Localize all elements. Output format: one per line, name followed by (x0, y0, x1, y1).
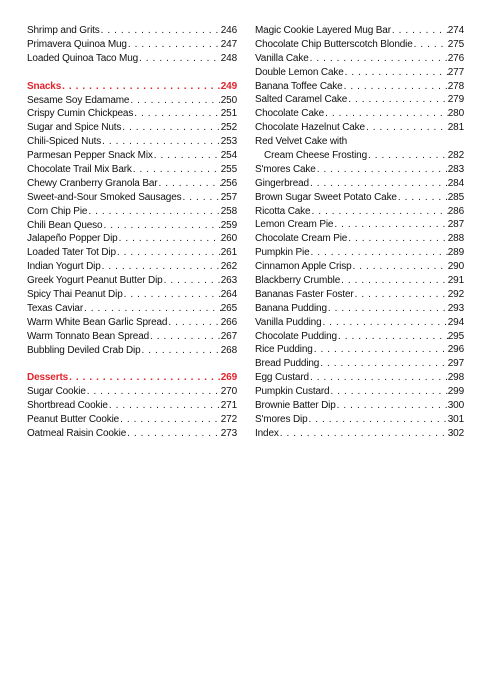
toc-entry[interactable] (255, 191, 464, 205)
entry-title: Indian Yogurt Dip (27, 261, 101, 273)
dot-leader (127, 38, 221, 52)
toc-entry[interactable] (27, 232, 237, 246)
dot-leader (121, 121, 220, 135)
dot-leader (141, 344, 221, 358)
entry-title: Rice Pudding (255, 344, 313, 356)
entry-page-number: 248 (220, 52, 237, 64)
dot-leader (354, 288, 448, 302)
toc-entry[interactable] (255, 357, 464, 371)
dot-leader (116, 246, 221, 260)
toc-entry[interactable] (255, 177, 464, 191)
dot-leader (101, 135, 221, 149)
entry-page-number: 264 (220, 289, 237, 301)
dot-leader (309, 177, 448, 191)
toc-entry[interactable] (255, 38, 464, 52)
toc-entry[interactable] (27, 205, 237, 219)
entry-title: Parmesan Pepper Snack Mix (27, 150, 153, 162)
entry-title: Chili Bean Queso (27, 219, 103, 231)
entry-title: Lemon Cream Pie (255, 219, 334, 231)
dot-leader (347, 93, 448, 107)
entry-title: Pumpkin Custard (255, 386, 330, 398)
toc-entry[interactable] (255, 302, 464, 316)
toc-entry[interactable] (255, 218, 464, 232)
toc-entry[interactable] (27, 38, 237, 52)
entry-title: Oatmeal Raisin Cookie (27, 428, 127, 440)
entry-title: Pumpkin Pie (255, 247, 310, 259)
dot-leader (129, 94, 220, 108)
entry-page-number: 290 (447, 261, 464, 273)
toc-entry[interactable] (255, 371, 464, 385)
toc-column-right (255, 24, 464, 441)
toc-entry[interactable] (255, 205, 464, 219)
entry-title: Chocolate Pudding (255, 330, 337, 342)
entry-page-number: 258 (220, 205, 237, 217)
dot-leader (86, 385, 221, 399)
entry-page-number: 251 (220, 108, 237, 120)
entry-title: Peanut Butter Cookie (27, 414, 120, 426)
entry-title: Chocolate Chip Butterscotch Blondie (255, 38, 413, 50)
toc-entry[interactable] (27, 316, 237, 330)
dot-leader (157, 177, 220, 191)
dot-leader (337, 330, 448, 344)
dot-leader (181, 191, 220, 205)
entry-page-number: 266 (220, 316, 237, 328)
entry-title: Desserts (27, 372, 69, 384)
toc-entry[interactable] (255, 149, 464, 163)
dot-leader (324, 107, 448, 121)
entry-title: Jalapeño Popper Dip (27, 233, 118, 245)
entry-title: Chocolate Cream Pie (255, 233, 348, 245)
entry-title: Spicy Thai Peanut Dip (27, 289, 123, 301)
toc-entry[interactable] (255, 107, 464, 121)
entry-title: S'mores Dip (255, 413, 308, 425)
dot-leader (101, 260, 221, 274)
toc-entry[interactable] (255, 52, 464, 66)
toc-section-heading[interactable] (27, 80, 237, 94)
entry-title: Sugar and Spice Nuts (27, 122, 122, 134)
entry-title: Blackberry Crumble (255, 275, 341, 287)
toc-entry[interactable] (27, 149, 237, 163)
toc-entry[interactable] (255, 427, 464, 441)
dot-leader (313, 343, 448, 357)
dot-leader (333, 218, 447, 232)
dot-leader (343, 80, 448, 94)
entry-title: Warm White Bean Garlic Spread (27, 316, 168, 328)
toc-entry[interactable] (255, 260, 464, 274)
toc-entry[interactable] (27, 399, 237, 413)
entry-page-number: 252 (220, 122, 237, 134)
entry-page-number: 302 (447, 427, 464, 439)
toc-entry[interactable] (27, 177, 237, 191)
dot-leader (413, 38, 448, 52)
toc-entry[interactable] (255, 385, 464, 399)
toc-section-heading[interactable] (27, 371, 237, 385)
entry-title: Banana Toffee Cake (255, 80, 343, 92)
entry-page-number: 271 (220, 400, 237, 412)
entry-page-number: 250 (220, 94, 237, 106)
toc-entry[interactable] (27, 24, 237, 38)
entry-page-number: 254 (220, 150, 237, 162)
toc-entry[interactable] (27, 413, 237, 427)
entry-page-number: 280 (447, 108, 464, 120)
entry-page-number: 265 (220, 302, 237, 314)
entry-page-number: 273 (220, 428, 237, 440)
entry-title: Banana Pudding (255, 302, 327, 314)
toc-entry[interactable] (255, 80, 464, 94)
dot-leader (119, 413, 221, 427)
entry-title: Gingerbread (255, 177, 309, 189)
entry-page-number: 247 (220, 38, 237, 50)
entry-title: Salted Caramel Cake (255, 94, 348, 106)
entry-page-number: 279 (447, 94, 464, 106)
toc-entry[interactable] (27, 330, 237, 344)
entry-title: Chocolate Hazelnut Cake (255, 122, 365, 134)
entry-page-number: 268 (220, 344, 237, 356)
entry-title: Texas Caviar (27, 302, 83, 314)
entry-title: Chocolate Cake (255, 108, 325, 120)
entry-title: Brown Sugar Sweet Potato Cake (255, 191, 397, 203)
section-spacer (27, 66, 237, 80)
entry-page-number: 277 (447, 66, 464, 78)
entry-title: Snacks (27, 80, 62, 92)
dot-leader (167, 316, 220, 330)
toc-entry[interactable] (27, 274, 237, 288)
toc-column-left (27, 24, 237, 441)
entry-page-number: 257 (220, 191, 237, 203)
entry-page-number: 261 (220, 247, 237, 259)
entry-page-number: 262 (220, 261, 237, 273)
entry-title: Ricotta Cake (255, 205, 311, 217)
entry-page-number: 286 (447, 205, 464, 217)
toc-entry[interactable] (255, 163, 464, 177)
entry-title: Crispy Cumin Chickpeas (27, 108, 134, 120)
toc-entry[interactable] (27, 260, 237, 274)
toc-entry[interactable] (255, 399, 464, 413)
dot-leader (100, 24, 221, 38)
entry-title: Magic Cookie Layered Mug Bar (255, 25, 391, 36)
entry-page-number: 270 (220, 386, 237, 398)
entry-title: Red Velvet Cake with (255, 136, 348, 148)
dot-leader (310, 246, 448, 260)
entry-page-number: 287 (447, 219, 464, 231)
entry-page-number: 281 (447, 122, 464, 134)
entry-title: Chocolate Trail Mix Bark (27, 164, 132, 176)
dot-leader (308, 413, 448, 427)
dot-leader (123, 288, 221, 302)
toc-entry[interactable] (27, 385, 237, 399)
toc-entry[interactable] (255, 135, 464, 149)
dot-leader (61, 80, 221, 94)
toc-entry[interactable] (255, 343, 464, 357)
toc-entry[interactable] (27, 288, 237, 302)
dot-leader (329, 385, 447, 399)
entry-page-number: 295 (447, 330, 464, 342)
dot-leader (68, 371, 221, 385)
dot-leader (322, 316, 448, 330)
entry-title: Greek Yogurt Peanut Butter Dip (27, 275, 163, 287)
entry-page-number: 296 (447, 344, 464, 356)
dot-leader (365, 121, 448, 135)
entry-page-number: 283 (447, 163, 464, 175)
entry-title: Chili-Spiced Nuts (27, 136, 102, 148)
entry-page-number: 292 (447, 288, 464, 300)
toc-entry[interactable] (27, 427, 237, 441)
dot-leader (126, 427, 221, 441)
dot-leader (138, 52, 221, 66)
section-spacer (27, 357, 237, 371)
entry-page-number: 284 (447, 177, 464, 189)
toc-entry[interactable] (27, 302, 237, 316)
toc-entry[interactable] (27, 135, 237, 149)
dot-leader (347, 232, 448, 246)
dot-leader (102, 219, 220, 233)
entry-page-number: 282 (447, 150, 464, 162)
entry-page-number: 267 (220, 330, 237, 342)
entry-title: Brownie Batter Dip (255, 400, 336, 412)
entry-title: Cinnamon Apple Crisp (255, 261, 352, 273)
entry-title: Loaded Quinoa Taco Mug (27, 52, 139, 64)
dot-leader (309, 52, 448, 66)
entry-title: Index (255, 427, 279, 439)
toc-entry[interactable] (255, 413, 464, 427)
entry-title: Cream Cheese Frosting (264, 150, 368, 162)
toc-entry[interactable] (27, 121, 237, 135)
entry-page-number: 300 (447, 400, 464, 412)
toc-entry[interactable] (255, 316, 464, 330)
toc-entry[interactable] (255, 274, 464, 288)
dot-leader (327, 302, 448, 316)
dot-leader (344, 66, 448, 80)
dot-leader (316, 163, 448, 177)
toc-entry[interactable] (27, 94, 237, 108)
entry-title: Sesame Soy Edamame (27, 94, 130, 106)
entry-title: Chewy Cranberry Granola Bar (27, 177, 158, 189)
dot-leader (309, 371, 448, 385)
toc-entry[interactable] (27, 344, 237, 358)
entry-page-number: 253 (220, 136, 237, 148)
dot-leader (108, 399, 221, 413)
entry-page-number: 249 (220, 80, 237, 92)
toc-entry[interactable] (27, 191, 237, 205)
entry-title: Warm Tonnato Bean Spread (27, 330, 150, 342)
dot-leader (279, 427, 448, 441)
dot-leader (340, 274, 448, 288)
entry-page-number: 298 (447, 372, 464, 384)
dot-leader (352, 260, 448, 274)
entry-page-number: 293 (447, 302, 464, 314)
entry-page-number: 256 (220, 177, 237, 189)
entry-page-number: 297 (447, 358, 464, 370)
entry-page-number: 272 (220, 414, 237, 426)
dot-leader (118, 232, 221, 246)
entry-page-number: 275 (447, 38, 464, 50)
dot-leader (133, 107, 221, 121)
entry-page-number: 294 (447, 316, 464, 328)
toc-entry[interactable] (27, 163, 237, 177)
entry-page-number: 269 (220, 372, 237, 384)
dot-leader (367, 149, 448, 163)
entry-page-number: 260 (220, 233, 237, 245)
entry-page-number: 263 (220, 275, 237, 287)
toc-entry[interactable] (255, 66, 464, 80)
entry-page-number: 291 (447, 275, 464, 287)
dot-leader (391, 24, 448, 38)
entry-title: Corn Chip Pie (27, 205, 88, 217)
entry-title: Bananas Faster Foster (255, 288, 354, 300)
entry-title: Egg Custard (255, 372, 309, 384)
toc-entry[interactable] (255, 24, 464, 38)
entry-title: Shrimp and Grits (27, 25, 100, 36)
entry-page-number: 246 (220, 25, 237, 36)
entry-title: Primavera Quinoa Mug (27, 38, 127, 50)
dot-leader (87, 205, 220, 219)
toc-entry[interactable] (27, 107, 237, 121)
toc-entry[interactable] (255, 232, 464, 246)
dot-leader (336, 399, 448, 413)
entry-page-number: 255 (220, 164, 237, 176)
entry-page-number: 301 (447, 413, 464, 425)
entry-page-number: 299 (447, 386, 464, 398)
entry-title: Vanilla Pudding (255, 316, 322, 328)
toc-entry[interactable] (27, 219, 237, 233)
dot-leader (83, 302, 221, 316)
entry-title: Sweet-and-Sour Smoked Sausages (27, 191, 182, 203)
toc-entry[interactable] (255, 288, 464, 302)
entry-page-number: 288 (447, 233, 464, 245)
entry-title: S'mores Cake (255, 163, 316, 175)
dot-leader (319, 357, 448, 371)
entry-title: Sugar Cookie (27, 386, 86, 398)
entry-title: Vanilla Cake (255, 52, 309, 64)
toc-entry[interactable] (27, 246, 237, 260)
entry-title: Loaded Tater Tot Dip (27, 247, 116, 259)
toc-entry[interactable] (255, 246, 464, 260)
dot-leader (310, 205, 447, 219)
entry-page-number: 285 (447, 191, 464, 203)
entry-page-number: 259 (220, 219, 237, 231)
toc-entry[interactable] (255, 121, 464, 135)
dot-leader (397, 191, 448, 205)
toc-entry[interactable] (27, 52, 237, 66)
entry-page-number: 276 (447, 52, 464, 64)
entry-title: Bread Pudding (255, 358, 320, 370)
dot-leader (153, 149, 221, 163)
dot-leader (149, 330, 221, 344)
entry-page-number: 278 (447, 80, 464, 92)
dot-leader (163, 274, 221, 288)
toc-entry[interactable] (255, 93, 464, 107)
entry-page-number: 274 (447, 25, 464, 36)
toc-entry[interactable] (255, 330, 464, 344)
entry-title: Bubbling Deviled Crab Dip (27, 344, 141, 356)
dot-leader (132, 163, 221, 177)
entry-page-number: 289 (447, 247, 464, 259)
entry-title: Shortbread Cookie (27, 400, 108, 412)
entry-title: Double Lemon Cake (255, 66, 344, 78)
